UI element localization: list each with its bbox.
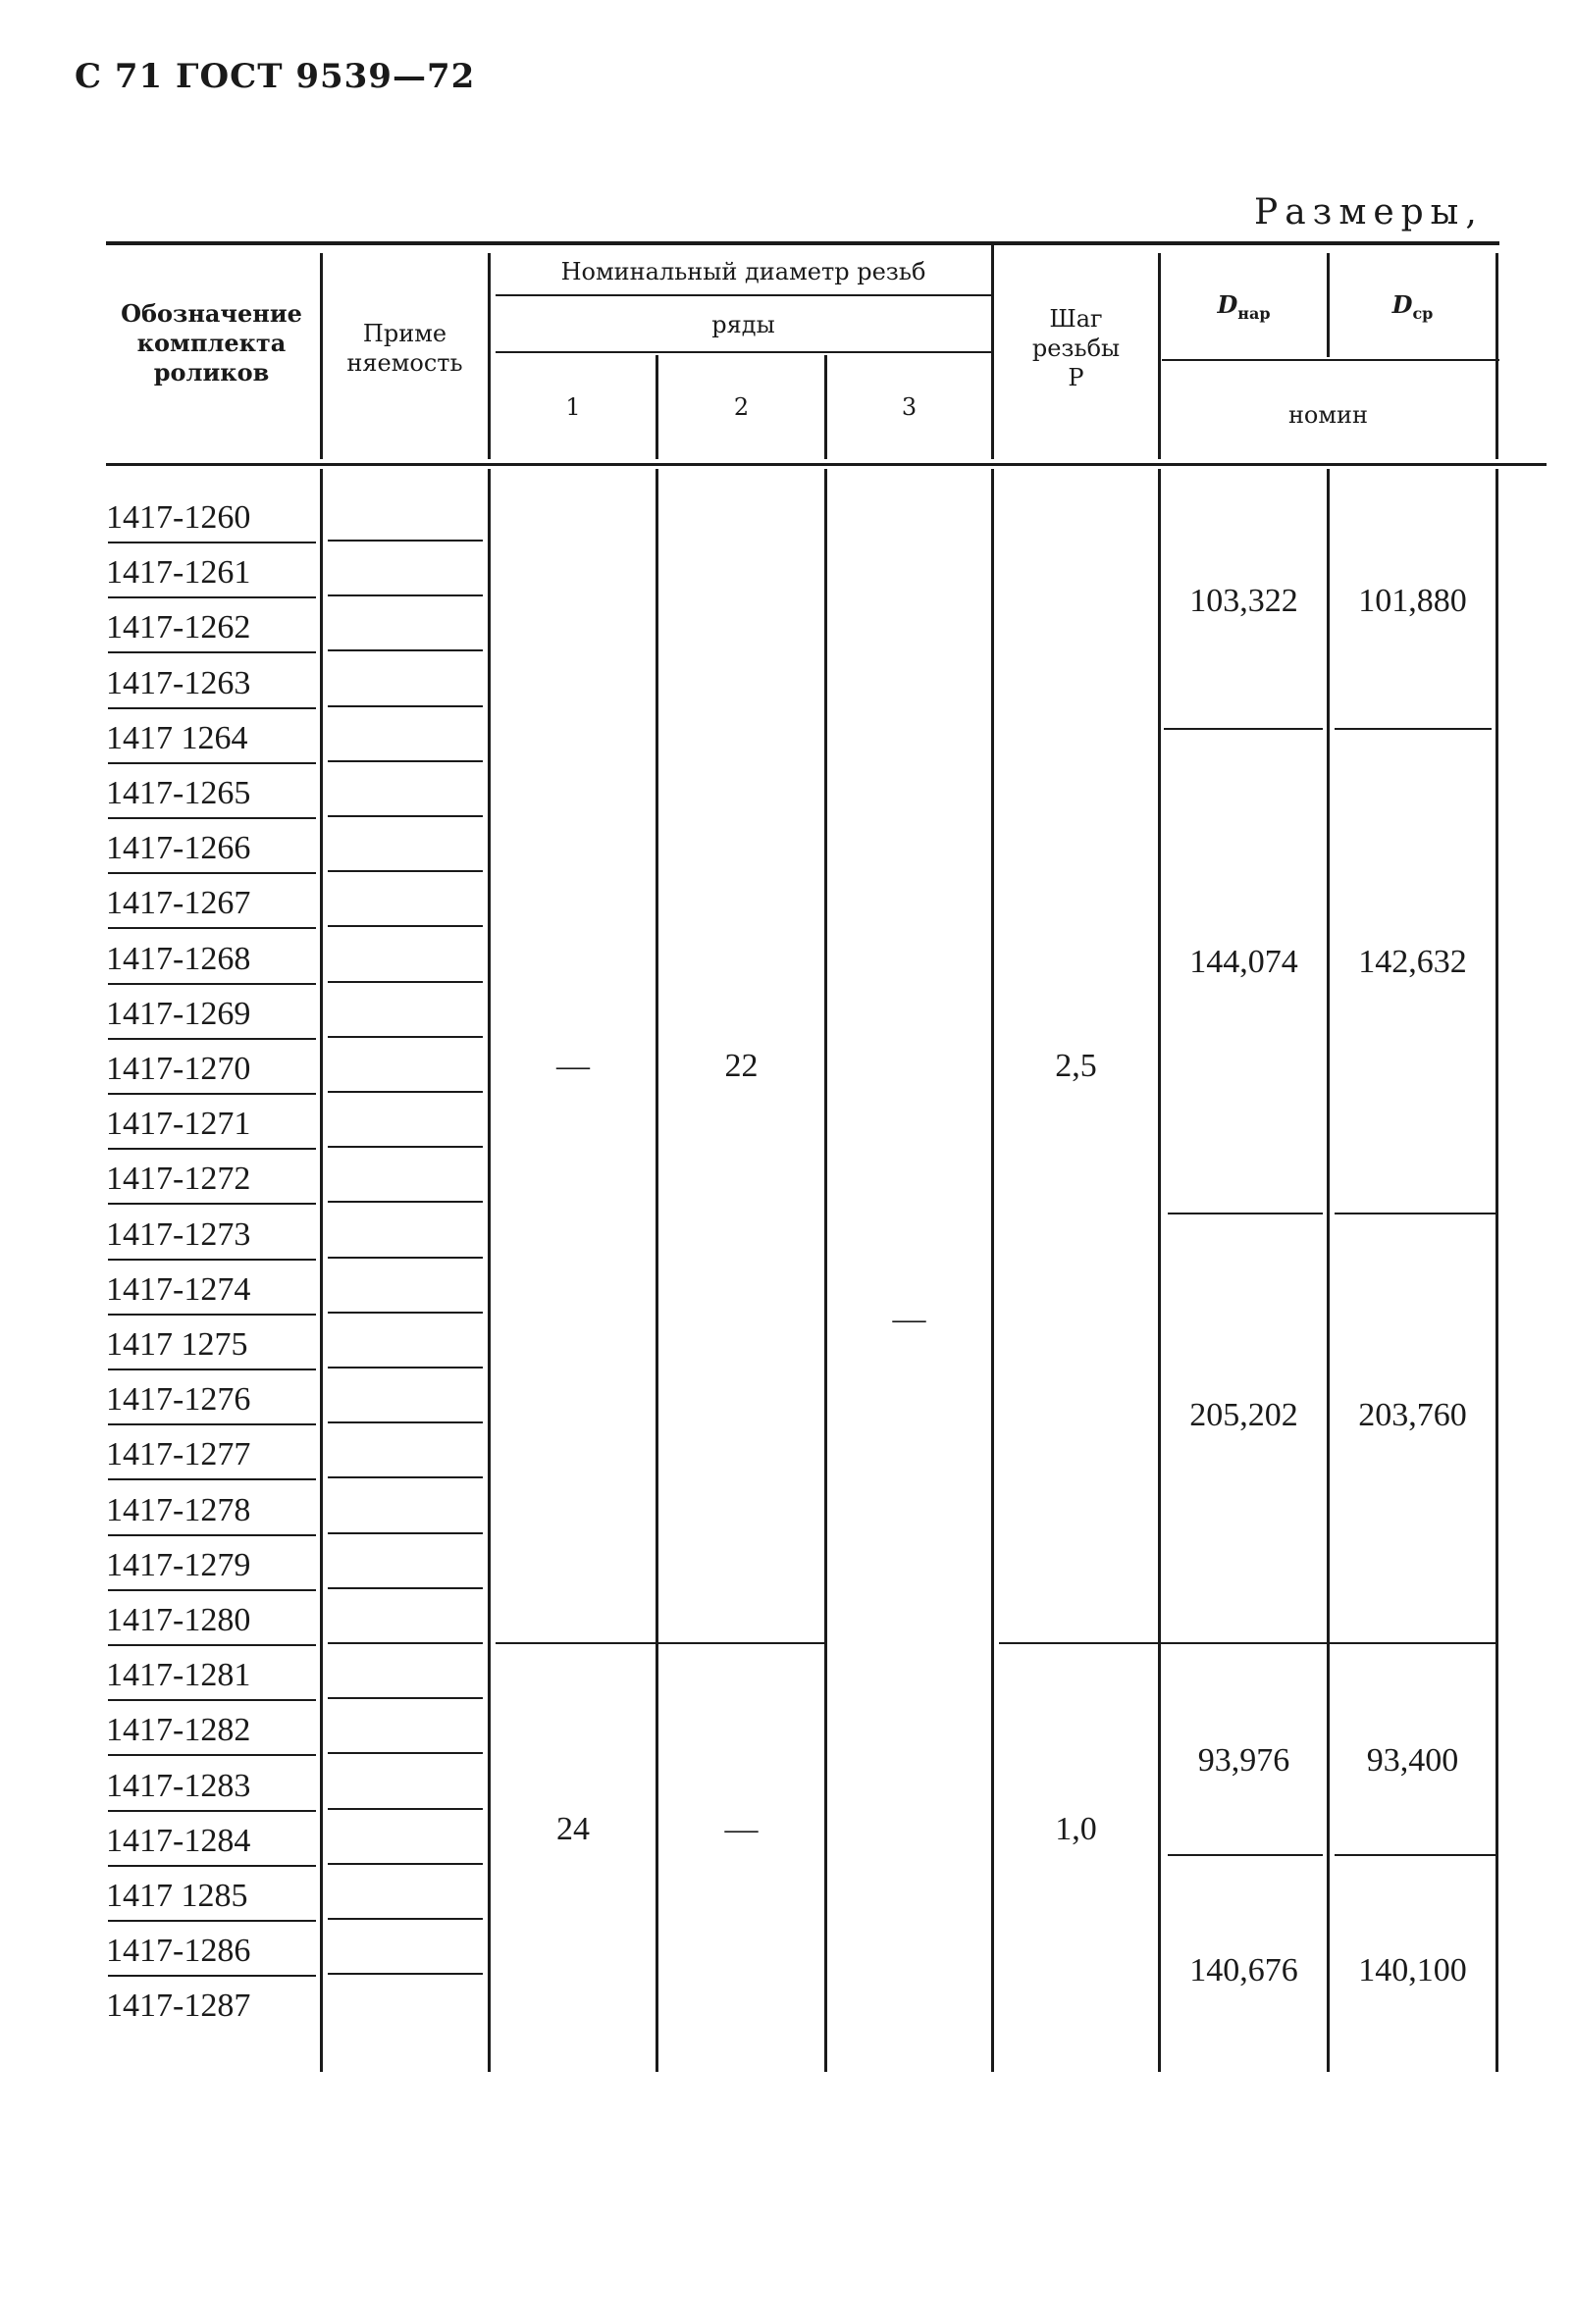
designation-underline <box>108 1644 316 1646</box>
designation-code: 1417-1266 <box>106 830 251 866</box>
designation-code: 1417-1268 <box>106 941 251 977</box>
group-a-row2-value: 22 <box>724 1048 759 1084</box>
header-vline-2 <box>488 253 491 459</box>
applicability-underline <box>328 649 483 651</box>
designation-code: 1417-1281 <box>106 1657 251 1693</box>
designation-underline <box>108 872 316 874</box>
header-row-1: 1 <box>565 393 581 421</box>
d-nar-value-1: 103,322 <box>1189 583 1298 619</box>
designation-underline <box>108 1478 316 1480</box>
header-d-nar-subscript: нар <box>1237 304 1271 323</box>
designation-underline <box>108 762 316 764</box>
designation-code: 1417-1278 <box>106 1492 251 1528</box>
header-d-sr <box>1330 290 1495 329</box>
designation-underline <box>108 817 316 819</box>
d-separator-3b <box>1335 1854 1495 1856</box>
designation-underline <box>108 1423 316 1425</box>
d-sr-value-4: 93,400 <box>1366 1742 1459 1779</box>
designation-code: 1417-1262 <box>106 609 251 646</box>
applicability-underline <box>328 594 483 596</box>
body-vline-6 <box>1158 469 1161 2072</box>
designation-underline <box>108 1314 316 1316</box>
designation-code: 1417 1285 <box>106 1878 248 1914</box>
designation-code: 1417-1284 <box>106 1823 251 1859</box>
designation-code: 1417-1269 <box>106 996 251 1032</box>
d-sr-value-3: 203,760 <box>1358 1397 1467 1433</box>
header-d-sr-subscript: ср <box>1412 304 1434 323</box>
applicability-underline <box>328 1808 483 1810</box>
designation-code: 1417-1283 <box>106 1768 251 1804</box>
group-a-pitch: 2,5 <box>1055 1048 1097 1084</box>
group-b-pitch: 1,0 <box>1055 1811 1097 1847</box>
designation-underline <box>108 1534 316 1536</box>
body-vline-7 <box>1327 469 1330 2072</box>
designation-code: 1417-1270 <box>106 1051 251 1087</box>
header-d-nar <box>1161 290 1327 329</box>
applicability-underline <box>328 1697 483 1699</box>
group-separator-rows <box>496 1642 824 1644</box>
applicability-underline <box>328 1863 483 1865</box>
applicability-underline <box>328 1752 483 1754</box>
designation-underline <box>108 983 316 985</box>
header-d-sr-symbol: D <box>1391 290 1413 319</box>
applicability-underline <box>328 925 483 927</box>
header-applicability <box>324 319 486 378</box>
applicability-underline <box>328 1587 483 1589</box>
header-vline-8 <box>1495 253 1498 459</box>
header-bottom-rule <box>106 463 1547 466</box>
applicability-underline <box>328 540 483 542</box>
header-designation-line-3: роликов <box>153 358 270 387</box>
group-b-row1-value: 24 <box>556 1811 590 1847</box>
designation-underline <box>108 1038 316 1040</box>
header-designation-line-2: комплекта <box>136 329 287 357</box>
applicability-underline <box>328 760 483 762</box>
applicability-underline <box>328 1091 483 1093</box>
designation-code: 1417-1280 <box>106 1602 251 1638</box>
d-nar-value-2: 144,074 <box>1189 944 1298 980</box>
designation-underline <box>108 927 316 929</box>
designation-code: 1417-1271 <box>106 1106 251 1142</box>
designation-underline <box>108 542 316 543</box>
applicability-underline <box>328 1036 483 1038</box>
header-rows-label: ряды <box>711 311 775 338</box>
d-sr-value-1: 101,880 <box>1358 583 1467 619</box>
header-applicability-line-2: няемость <box>346 349 463 377</box>
header-nominal-diameter: Номинальный диаметр резьб <box>560 258 926 285</box>
designation-code: 1417-1277 <box>106 1436 251 1472</box>
applicability-underline <box>328 981 483 983</box>
body-vline-8 <box>1495 469 1498 2072</box>
d-separator-2b <box>1335 1213 1495 1214</box>
designation-code: 1417-1287 <box>106 1988 251 2024</box>
designation-code: 1417-1273 <box>106 1216 251 1253</box>
designation-underline <box>108 707 316 709</box>
header-pitch-line-1: Шаг <box>1049 305 1103 333</box>
header-rule-rows <box>496 294 991 296</box>
designation-code: 1417 1275 <box>106 1326 248 1363</box>
designation-underline <box>108 1699 316 1701</box>
designation-underline <box>108 1369 316 1370</box>
applicability-underline <box>328 815 483 817</box>
header-designation-line-1: Обозначение <box>121 299 302 328</box>
applicability-underline <box>328 705 483 707</box>
designation-underline <box>108 1920 316 1922</box>
body-vline-1 <box>320 469 323 2072</box>
body-vline-4 <box>824 469 827 2072</box>
designation-underline <box>108 651 316 653</box>
applicability-underline <box>328 1918 483 1920</box>
applicability-underline <box>328 1146 483 1148</box>
designation-underline <box>108 1203 316 1205</box>
header-applicability-line-1: Приме <box>362 320 447 347</box>
designation-code: 1417-1282 <box>106 1712 251 1748</box>
applicability-underline <box>328 870 483 872</box>
header-rule-nomin <box>1162 359 1499 361</box>
designation-code: 1417-1265 <box>106 775 251 811</box>
designation-code: 1417-1261 <box>106 554 251 591</box>
designation-code: 1417 1264 <box>106 720 248 756</box>
d-separator-1b <box>1335 728 1492 730</box>
d-nar-value-5: 140,676 <box>1189 1952 1298 1988</box>
designation-code: 1417-1260 <box>106 499 251 536</box>
header-vline-1 <box>320 253 323 459</box>
designation-underline <box>108 1148 316 1150</box>
applicability-underline <box>328 1421 483 1423</box>
d-separator-3a <box>1168 1854 1323 1856</box>
d-nar-value-4: 93,976 <box>1197 1742 1290 1779</box>
header-nominal: номин <box>1287 401 1369 429</box>
designation-underline <box>108 596 316 598</box>
designation-code: 1417-1279 <box>106 1547 251 1583</box>
dimensions-caption: Размеры, <box>1254 192 1484 232</box>
table-top-rule <box>106 241 1499 245</box>
applicability-underline <box>328 1973 483 1975</box>
header-designation <box>106 299 317 387</box>
designation-underline <box>108 1589 316 1591</box>
d-sr-value-5: 140,100 <box>1358 1952 1467 1988</box>
designation-underline <box>108 1865 316 1867</box>
header-rule-numbers <box>496 351 991 353</box>
applicability-underline <box>328 1476 483 1478</box>
designation-code: 1417-1276 <box>106 1381 251 1418</box>
designation-code: 1417-1286 <box>106 1933 251 1969</box>
d-separator-2a <box>1168 1213 1323 1214</box>
designation-underline <box>108 1259 316 1261</box>
designation-code: 1417-1263 <box>106 665 251 701</box>
designation-code: 1417-1272 <box>106 1161 251 1197</box>
header-row-3: 3 <box>901 393 918 421</box>
designation-underline <box>108 1093 316 1095</box>
group-b-row2-value: — <box>724 1811 759 1847</box>
header-pitch-symbol: P <box>1068 364 1084 391</box>
header-pitch <box>994 304 1158 392</box>
applicability-underline <box>328 1532 483 1534</box>
page-header: С 71 ГОСТ 9539—72 <box>75 57 476 96</box>
applicability-underline <box>328 1257 483 1259</box>
group-a-row3-value: — <box>892 1301 926 1337</box>
applicability-underline <box>328 1312 483 1314</box>
header-d-nar-symbol: D <box>1217 290 1238 319</box>
d-sr-value-2: 142,632 <box>1358 944 1467 980</box>
designation-code: 1417-1267 <box>106 885 251 921</box>
designation-code: 1417-1274 <box>106 1271 251 1308</box>
designation-underline <box>108 1754 316 1756</box>
applicability-underline <box>328 1367 483 1369</box>
d-separator-1a <box>1164 728 1323 730</box>
designation-underline <box>108 1810 316 1812</box>
group-separator-pitch <box>999 1642 1495 1644</box>
applicability-underline <box>328 1642 483 1644</box>
header-row-2: 2 <box>733 393 750 421</box>
d-nar-value-3: 205,202 <box>1189 1397 1298 1433</box>
designation-underline <box>108 1975 316 1977</box>
applicability-underline <box>328 1201 483 1203</box>
group-a-row1-value: — <box>556 1048 590 1084</box>
header-pitch-line-2: резьбы <box>1031 335 1121 362</box>
